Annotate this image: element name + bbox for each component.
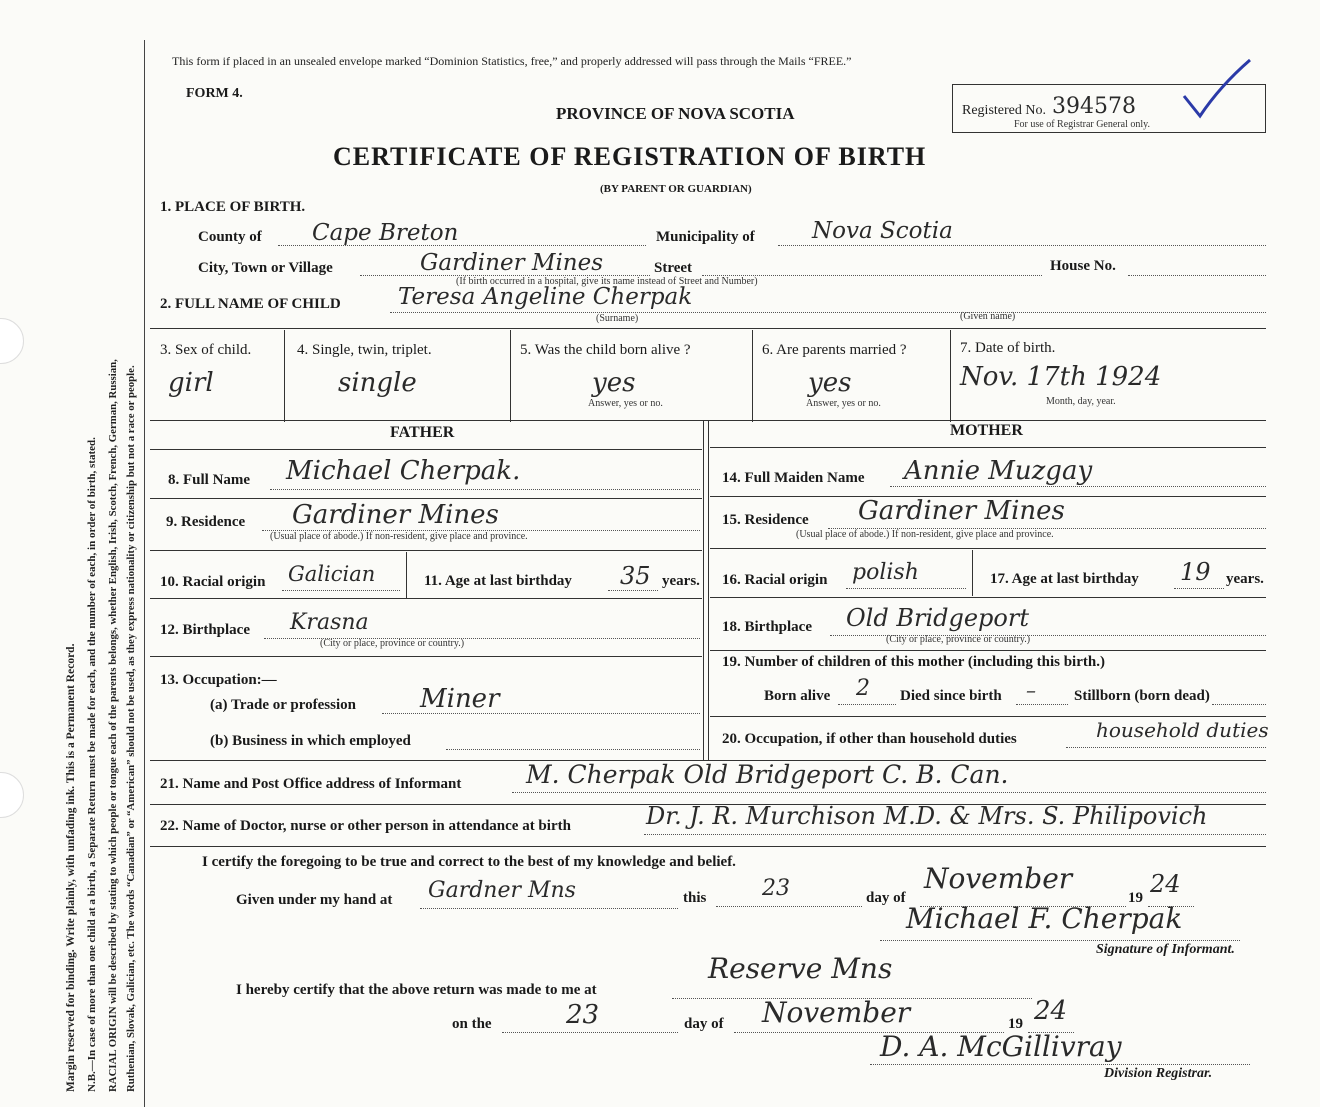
form-subtitle: (BY PARENT OR GUARDIAN) xyxy=(600,183,752,195)
born-alive-count-label: Born alive xyxy=(764,688,831,704)
registered-label: Registered No. xyxy=(962,103,1046,118)
surname-label: (Surname) xyxy=(596,313,639,324)
informant-label: 21. Name and Post Office address of Informant xyxy=(160,776,462,792)
mother-birthplace-value: Old Bridgeport xyxy=(846,604,1029,632)
reg-year-prefix: 19 xyxy=(1008,1016,1023,1032)
mother-racial-label: 16. Racial origin xyxy=(722,572,828,588)
registrar-statement: I hereby certify that the above return was made to me at xyxy=(236,982,597,998)
mail-note: This form if placed in an unsealed envelope marked “Dominion Statistics, free,” and properly addressed will pass through the Mails “FREE.” xyxy=(172,54,852,68)
sex-value: girl xyxy=(168,368,214,398)
father-heading: FATHER xyxy=(390,424,455,441)
father-trade-value: Miner xyxy=(420,684,500,714)
registrar-place-value: Reserve Mns xyxy=(708,952,893,985)
form-title: CERTIFICATE OF REGISTRATION OF BIRTH xyxy=(333,142,927,171)
dob-label: 7. Date of birth. xyxy=(960,340,1056,356)
county-value: Cape Breton xyxy=(312,220,459,246)
dob-value: Nov. 17th 1924 xyxy=(960,362,1162,392)
father-business-label: (b) Business in which employed xyxy=(210,733,411,749)
mother-age-value: 19 xyxy=(1180,558,1211,586)
given-name-label: (Given name) xyxy=(960,311,1016,322)
mother-occupation-label: 20. Occupation, if other than household duties xyxy=(722,731,1017,747)
given-place-value: Gardner Mns xyxy=(428,878,576,903)
stillborn-label: Stillborn (born dead) xyxy=(1074,688,1210,704)
father-age-label: 11. Age at last birthday xyxy=(424,573,572,589)
father-birthplace-label: 12. Birthplace xyxy=(160,622,250,638)
signature-label: Signature of Informant. xyxy=(1096,942,1235,957)
day-of-label: day of xyxy=(866,890,906,906)
binding-margin-line xyxy=(144,40,145,1107)
punch-hole-bottom xyxy=(0,772,24,818)
mother-racial-value: polish xyxy=(852,560,919,585)
registered-day-value: 23 xyxy=(566,1000,600,1030)
hospital-note: (If birth occurred in a hospital, give its name instead of Street and Number) xyxy=(456,276,758,287)
registrar-signature: D. A. McGillivray xyxy=(880,1030,1122,1063)
mother-children-label: 19. Number of children of this mother (including this birth.) xyxy=(722,654,1105,670)
father-trade-label: (a) Trade or profession xyxy=(210,697,356,713)
margin-note-3: RACIAL ORIGIN will be described by stating to which people or tongue each of the parents belongs, whether English, Irish, Scotch, French, German, Russian, xyxy=(107,359,119,1092)
parents-married-label: 6. Are parents married ? xyxy=(762,342,907,358)
mother-occupation-value: household duties xyxy=(1096,718,1269,742)
dob-note: Month, day, year. xyxy=(1046,396,1116,407)
father-name-value: Michael Cherpak. xyxy=(286,456,521,486)
father-birthplace-value: Krasna xyxy=(290,610,369,635)
doctor-value: Dr. J. R. Murchison M.D. & Mrs. S. Philipovich xyxy=(646,802,1208,830)
sex-label: 3. Sex of child. xyxy=(160,342,252,358)
municipality-label: Municipality of xyxy=(656,229,755,245)
given-day-value: 23 xyxy=(762,876,790,901)
child-name-label: 2. FULL NAME OF CHILD xyxy=(160,296,341,312)
county-label: County of xyxy=(198,229,262,245)
plurality-label: 4. Single, twin, triplet. xyxy=(297,342,432,358)
street-label: Street xyxy=(654,260,693,276)
doctor-label: 22. Name of Doctor, nurse or other person in attendance at birth xyxy=(160,818,571,834)
form-number: FORM 4. xyxy=(186,86,243,101)
died-since-count: – xyxy=(1026,678,1036,702)
father-age-value: 35 xyxy=(620,562,651,590)
punch-hole-top xyxy=(0,318,24,364)
parents-married-value: yes xyxy=(808,368,852,398)
given-year-value: 24 xyxy=(1150,870,1181,898)
mother-name-value: Annie Muzgay xyxy=(904,456,1093,486)
margin-note-4: Ruthenian, Slovak, Galician, etc. The words “Canadian” or “American” should not be used, as they express nationality or citizenship but not a race or people. xyxy=(125,365,137,1092)
this-label: this xyxy=(683,890,707,906)
mother-residence-label: 15. Residence xyxy=(722,512,809,528)
father-residence-value: Gardiner Mines xyxy=(292,500,499,530)
mother-residence-note: (Usual place of abode.) If non-resident, give place and province. xyxy=(796,529,1054,540)
born-alive-value: yes xyxy=(592,368,636,398)
checkmark-icon xyxy=(1180,56,1254,122)
city-label: City, Town or Village xyxy=(198,260,333,276)
margin-note-1: Margin reserved for binding. Write plainly, with unfading ink. This is a Permanent Record. xyxy=(65,643,77,1092)
city-value: Gardiner Mines xyxy=(420,250,604,276)
certify-statement: I certify the foregoing to be true and correct to the best of my knowledge and belief. xyxy=(202,854,736,870)
on-the-label: on the xyxy=(452,1016,492,1032)
informant-signature: Michael F. Cherpak xyxy=(906,902,1183,935)
division-registrar-label: Division Registrar. xyxy=(1104,1066,1213,1081)
given-month-value: November xyxy=(924,862,1073,895)
child-name-value: Teresa Angeline Cherpak xyxy=(398,284,693,310)
registered-year-value: 24 xyxy=(1034,996,1068,1026)
mother-birthplace-label: 18. Birthplace xyxy=(722,619,812,635)
reg-day-of-label: day of xyxy=(684,1016,724,1032)
mother-residence-value: Gardiner Mines xyxy=(858,496,1065,526)
municipality-value: Nova Scotia xyxy=(812,218,953,244)
mother-age-label: 17. Age at last birthday xyxy=(990,571,1139,587)
father-name-label: 8. Full Name xyxy=(168,472,251,488)
informant-value: M. Cherpak Old Bridgeport C. B. Can. xyxy=(526,760,1009,789)
died-since-label: Died since birth xyxy=(900,688,1002,704)
parents-married-note: Answer, yes or no. xyxy=(806,398,881,409)
father-birthplace-note: (City or place, province or country.) xyxy=(320,638,465,649)
born-alive-count: 2 xyxy=(856,676,870,701)
mother-heading: MOTHER xyxy=(950,422,1023,439)
margin-note-2: N.B.—In case of more than one child at a birth, a Separate Return must be made for each, and the number of each, in order of birth, stated. xyxy=(86,437,98,1092)
registered-month-value: November xyxy=(762,996,911,1029)
mother-birthplace-note: (City or place, province or country.) xyxy=(886,634,1031,645)
plurality-value: single xyxy=(338,368,417,398)
place-heading: 1. PLACE OF BIRTH. xyxy=(160,199,306,215)
father-age-years: years. xyxy=(662,573,700,589)
registrar-note: For use of Registrar General only. xyxy=(1014,119,1150,130)
given-year-prefix: 19 xyxy=(1128,890,1143,906)
father-residence-note: (Usual place of abode.) If non-resident, give place and province. xyxy=(270,531,528,542)
province-heading: PROVINCE OF NOVA SCOTIA xyxy=(556,104,795,123)
father-residence-label: 9. Residence xyxy=(166,514,246,530)
born-alive-label: 5. Was the child born alive ? xyxy=(520,342,691,358)
born-alive-note: Answer, yes or no. xyxy=(588,398,663,409)
mother-name-label: 14. Full Maiden Name xyxy=(722,470,865,486)
house-label: House No. xyxy=(1050,258,1116,274)
registered-number: 394578 xyxy=(1052,94,1136,119)
mother-age-years: years. xyxy=(1226,571,1264,587)
father-occupation-label: 13. Occupation:— xyxy=(160,672,277,688)
father-racial-label: 10. Racial origin xyxy=(160,574,266,590)
given-under-label: Given under my hand at xyxy=(236,892,393,908)
father-racial-value: Galician xyxy=(288,562,376,586)
